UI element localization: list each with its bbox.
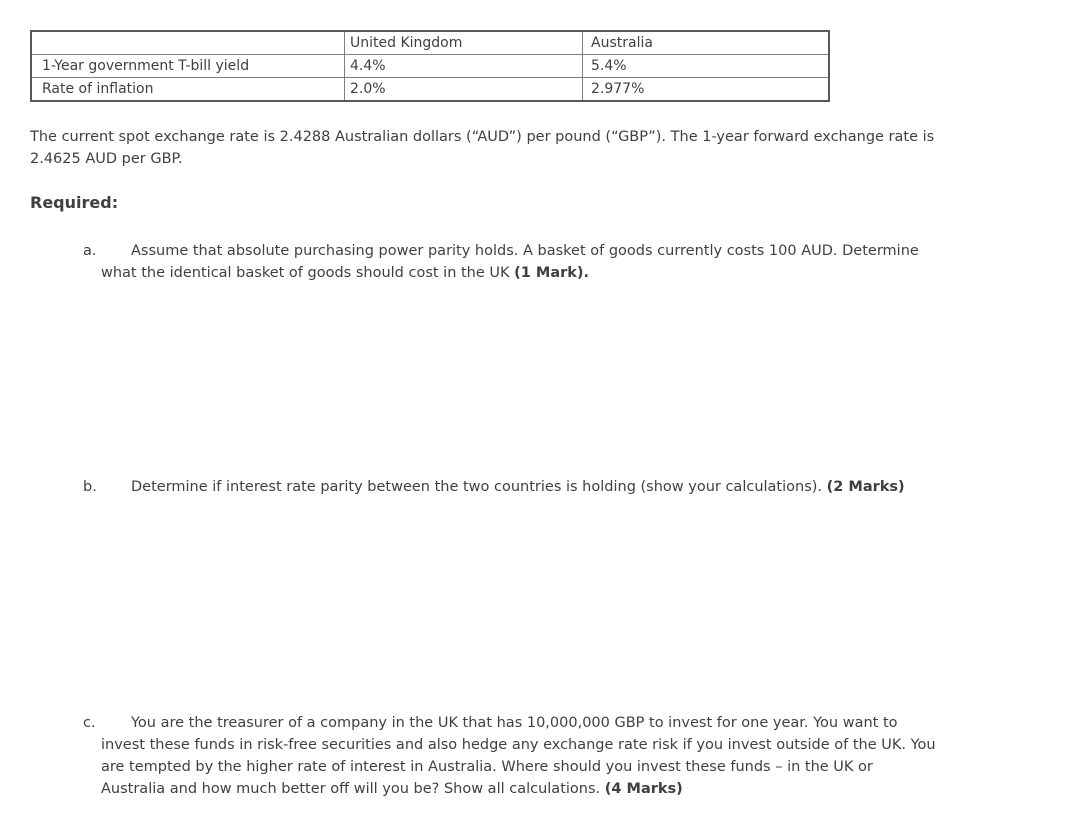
question-text: Assume that absolute purchasing power parity holds. A basket of goods currently costs 100 AUD. Determine what the identical basket of goods should cost in the UK [101, 243, 919, 281]
table-row [31, 78, 829, 102]
question-a [83, 240, 941, 284]
table-cell: 5.4% [583, 55, 830, 78]
question-b [83, 476, 941, 498]
table-header-cell [31, 31, 345, 55]
rates-table [30, 30, 830, 102]
table-row-label: 1-Year government T-bill yield [31, 55, 345, 78]
table-header-row [31, 31, 829, 55]
question-marks: (1 Mark). [514, 265, 590, 281]
exchange-rate-paragraph: The current spot exchange rate is 2.4288 Australian dollars (“AUD”) per pound (“GBP”). The 1-year forward exchange rate is 2.4625 AUD per GBP. [30, 129, 935, 167]
question-marks: (4 Marks) [604, 781, 683, 797]
table-header-cell: Australia [583, 31, 830, 55]
table-header-cell: United Kingdom [345, 31, 583, 55]
question-marks: (2 Marks) [826, 479, 905, 495]
table-cell: 2.0% [345, 78, 583, 102]
table-row [31, 55, 829, 78]
question-text: Determine if interest rate parity between the two countries is holding (show your calculations). [131, 479, 827, 495]
table-cell: 2.977% [583, 78, 830, 102]
question-text: You are the treasurer of a company in the UK that has 10,000,000 GBP to invest for one year. You want to invest these funds in risk-free securities and also hedge any exchange rate risk if you invest outside of the UK. You are tempted by the higher rate of interest in Australia. Where should you invest these funds – in the UK or Australia and how much better off will you be? Show all calculations. [101, 715, 936, 797]
required-heading: Required: [30, 193, 119, 212]
question-letter: c. [83, 715, 96, 731]
question-letter: b. [83, 479, 97, 495]
table-row-label: Rate of inflation [31, 78, 345, 102]
question-c [83, 712, 941, 800]
table-cell: 4.4% [345, 55, 583, 78]
question-letter: a. [83, 243, 97, 259]
